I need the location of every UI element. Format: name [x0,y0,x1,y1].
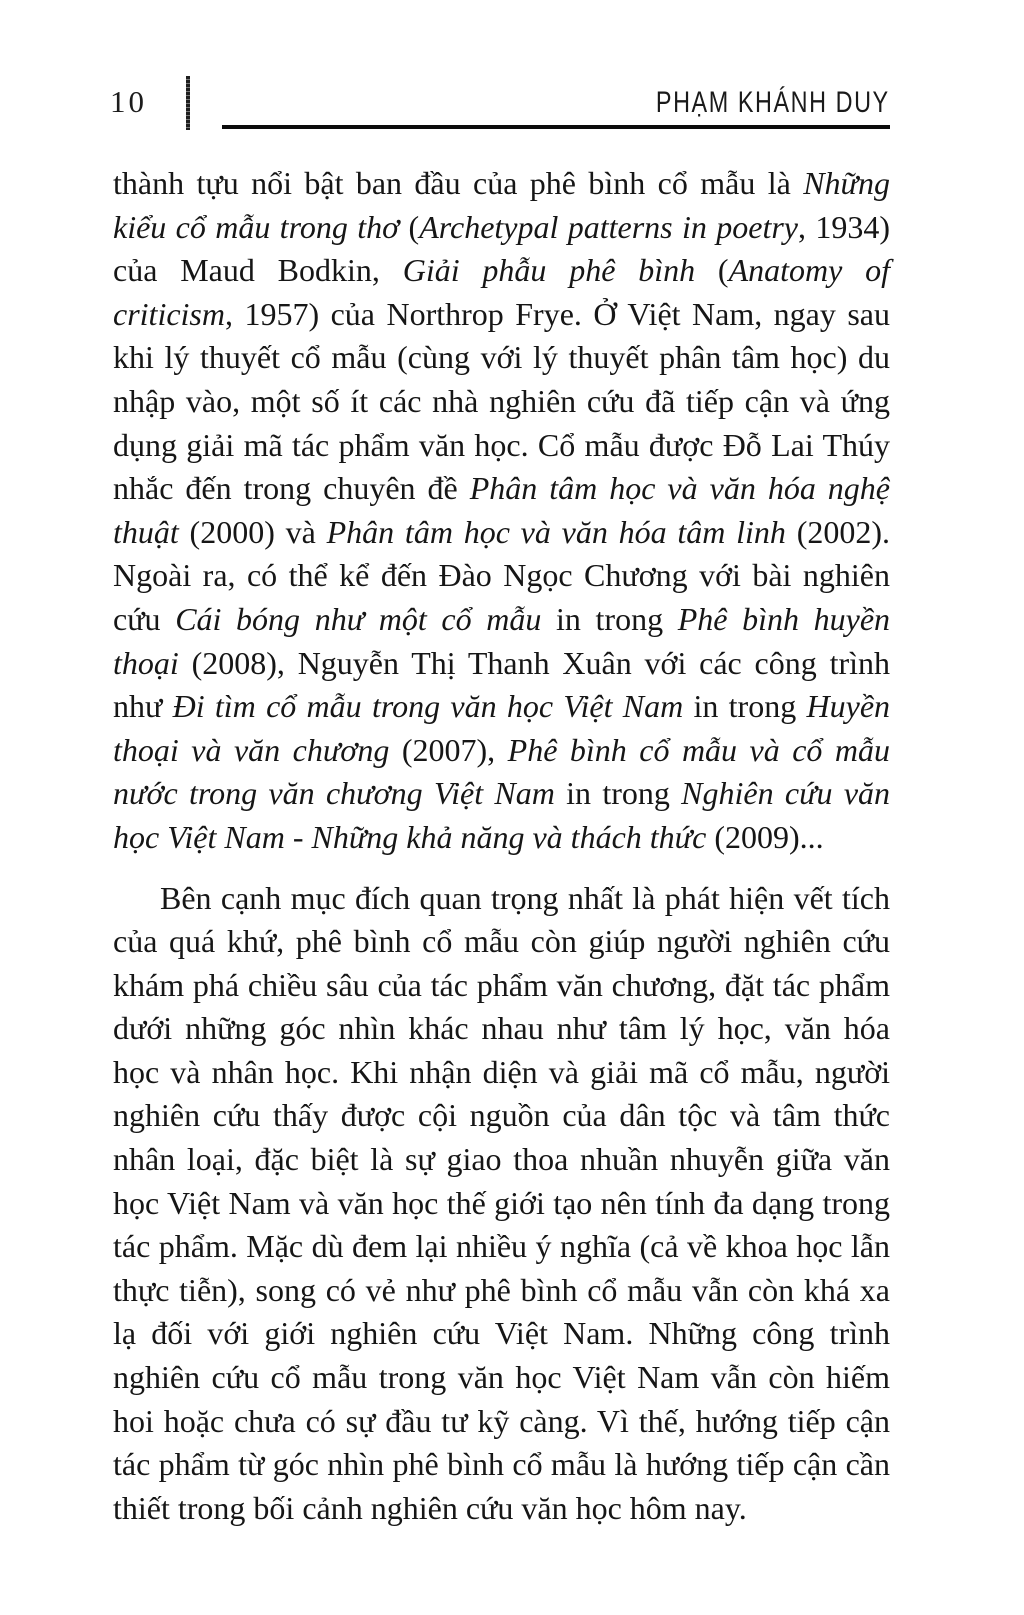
paragraph [113,162,890,860]
work-title-run: Huyền thoại và văn chương [113,688,891,768]
text-run: (2008), Nguyễn Thị Thanh Xuân với các công trình như [113,644,890,725]
work-title-run: Những kiểu cổ mẫu trong thơ [113,165,890,245]
work-title-run: Phê bình huyền thoại [113,600,891,681]
page-number: 10 [110,84,147,119]
text-run: (2002). Ngoài ra, có thể kể đến Đào Ngọc Chương với bài nghiên cứu [113,513,891,637]
work-title-run: Phân tâm học và văn hóa tâm linh [326,513,786,550]
text-run: in trong [554,775,682,812]
text-run: ( [399,208,420,245]
work-title-run: Phê bình cổ mẫu và cổ mẫu nước trong văn chương Việt Nam [113,731,891,812]
text-run: (2009)... [706,818,824,855]
work-title-run: Giải phẫu phê bình [402,252,696,289]
running-head-author: PHẠM KHÁNH DUY [656,86,890,119]
work-title-run: Anatomy of criticism [113,252,891,332]
text-run: (2007), [389,731,508,768]
work-title-run: Đi tìm cổ mẫu trong văn học Việt Nam [172,688,684,725]
text-run: , 1957) của Northrop Frye. Ở Việt Nam, ngay sau khi lý thuyết cổ mẫu (cùng với lý thuyết phân tâm học) du nhập vào, một số ít các nhà nghiên cứu đã tiếp cận và ứng dụng giải mã tác phẩm văn học. Cổ mẫu được Đỗ Lai Thúy nhắc đến trong chuyên đề [113,295,890,507]
work-title-run: Nghiên cứu văn học Việt Nam - Những khả năng và thách thức [113,775,891,855]
work-title-run: Phân tâm học và văn hóa nghệ thuật [113,470,891,550]
text-run: thành tựu nổi bật ban đầu của phê bình cổ mẫu là [113,165,804,201]
text-run: (2000) và [178,513,327,550]
header-divider-bar [186,76,190,130]
work-title-run: Cái bóng như một cổ mẫu [175,600,542,637]
work-title-run: Archetypal patterns in poetry [419,208,798,245]
text-run: Bên cạnh mục đích quan trọng nhất là phát hiện vết tích của quá khứ, phê bình cổ mẫu còn giúp người nghiên cứu khám phá chiều sâu của tác phẩm văn chương, đặt tác phẩm dưới những góc nhìn khác nhau như tâm lý học, văn hóa học và nhân học. Khi nhận diện và giải mã cổ mẫu, người nghiên cứu thấy được cội nguồn của dân tộc và tâm thức nhân loại, đặc biệt là sự giao thoa nhuần nhuyễn giữa văn học Việt Nam và văn học thế giới tạo nên tính đa dạng trong tác phẩm. Mặc dù đem lại nhiều ý nghĩa (cả về khoa học lẫn thực tiễn), song có vẻ như phê bình cổ mẫu vẫn còn khá xa lạ đối với giới nghiên cứu Việt Nam. Những công trình nghiên cứu cổ mẫu trong văn học Việt Nam vẫn còn hiếm hoi hoặc chưa có sự đầu tư kỹ càng. Vì thế, hướng tiếp cận tác phẩm từ góc nhìn phê bình cổ mẫu là hướng tiếp cận cần thiết trong bối cảnh nghiên cứu văn học hôm nay. [113,879,890,1526]
text-body [113,162,890,1530]
header-rule [222,125,890,129]
text-run: ( [695,252,729,289]
text-run: in trong [683,688,807,725]
text-run: in trong [541,600,678,637]
paragraph [113,877,890,1531]
text-run: , 1934) của Maud Bodkin, [113,208,891,289]
